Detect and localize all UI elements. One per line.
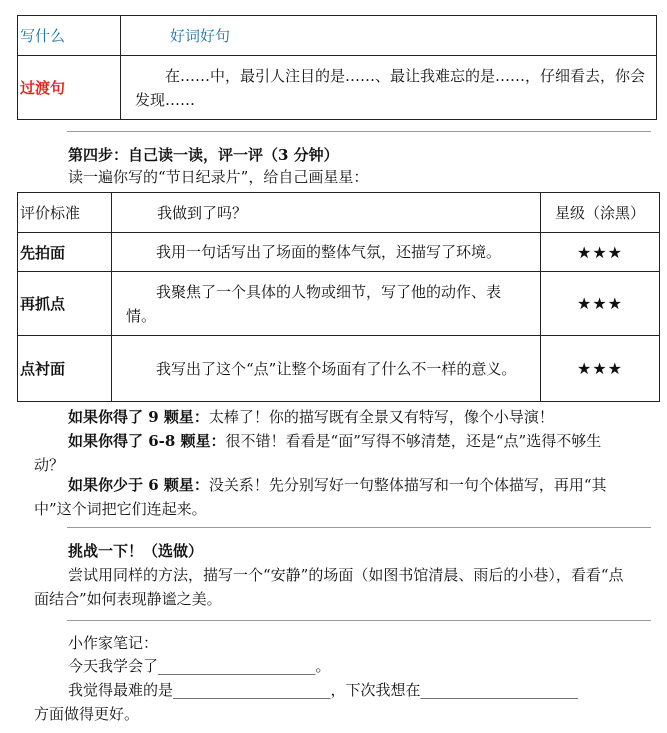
star-rating[interactable]: ★★★ (576, 294, 624, 313)
notes-line-improve: 方面做得更好。 (34, 705, 140, 723)
feedback-below-6-stars: 如果你少于 6 颗星：没关系！先分别写好一句整体描写和一句个体描写，再用“其中”这个词把它们连起来。 (34, 476, 607, 518)
notes-line-learned: 今天我学会了_____________________。 (68, 657, 331, 675)
table-header-cell (541, 193, 660, 233)
challenge-text: 尝试用同样的方法，描写一个“安静”的场面（如图书馆清晨、雨后的小巷），看看“点面结合”如何表现静谧之美。 (34, 566, 624, 608)
table-row (18, 233, 660, 272)
star-rating[interactable]: ★★★ (576, 242, 624, 262)
feedback-6-8-stars: 如果你得了 6-8 颗星：很不错！看看是“面”写得不够清楚，还是“点”选得不够生动？ (34, 432, 602, 474)
notes-line-hardest: 我觉得最难的是_____________________，下次我想在_____________________ (68, 681, 579, 699)
transition-sentence-text: 在……中，最引人注目的是……、最让我难忘的是……，仔细看去，你会发现…… (135, 66, 646, 109)
good-words-table (17, 15, 657, 120)
table-row (18, 336, 660, 402)
table-text-cell (121, 56, 657, 120)
divider (67, 527, 651, 528)
divider (67, 131, 651, 132)
feedback-9-stars: 如果你得了 9 颗星：太棒了！你的描写既有全景又有特写，像个小导演！ (68, 408, 554, 426)
criteria-label: 点衬面 (20, 360, 66, 378)
star-rating[interactable]: ★★★ (576, 359, 624, 378)
hardest-blank[interactable]: _____________________ (173, 681, 331, 699)
table-header-cell (18, 16, 121, 56)
header-criteria: 评价标准 (20, 204, 81, 222)
challenge-title: 挑战一下！（选做） (68, 542, 204, 560)
criteria-text: 我写出了这个“点”让整个场面有了什么不一样的意义。 (156, 359, 517, 378)
criteria-text: 我聚焦了一个具体的人物或细节，写了他的动作、表情。 (126, 282, 502, 325)
header-what-to-write: 写什么 (20, 27, 66, 45)
table-header-cell (121, 16, 657, 56)
learned-blank[interactable]: _____________________ (158, 657, 316, 675)
evaluation-table (17, 192, 660, 402)
improve-blank[interactable]: _____________________ (420, 681, 579, 699)
criteria-label: 再抓点 (20, 295, 66, 313)
table-header-cell (18, 193, 112, 233)
criteria-text: 我用一句话写出了场面的整体气氛，还描写了环境。 (156, 243, 502, 261)
header-good-words: 好词好句 (170, 27, 231, 45)
criteria-label: 先拍面 (20, 243, 66, 262)
table-row (18, 272, 660, 336)
step4-instruction: 读一遍你写的“节日纪录片”，给自己画星星： (68, 168, 369, 186)
table-header-cell (112, 193, 541, 233)
header-did-i-do-it: 我做到了吗？ (157, 204, 248, 222)
notes-title: 小作家笔记： (68, 634, 159, 652)
table-label-cell (18, 56, 121, 120)
divider (67, 620, 651, 621)
step4-title: 第四步：自己读一读，评一评（3 分钟） (68, 146, 339, 164)
header-star-rating: 星级（涂黑） (554, 204, 645, 222)
transition-sentence-label: 过渡句 (20, 79, 66, 97)
